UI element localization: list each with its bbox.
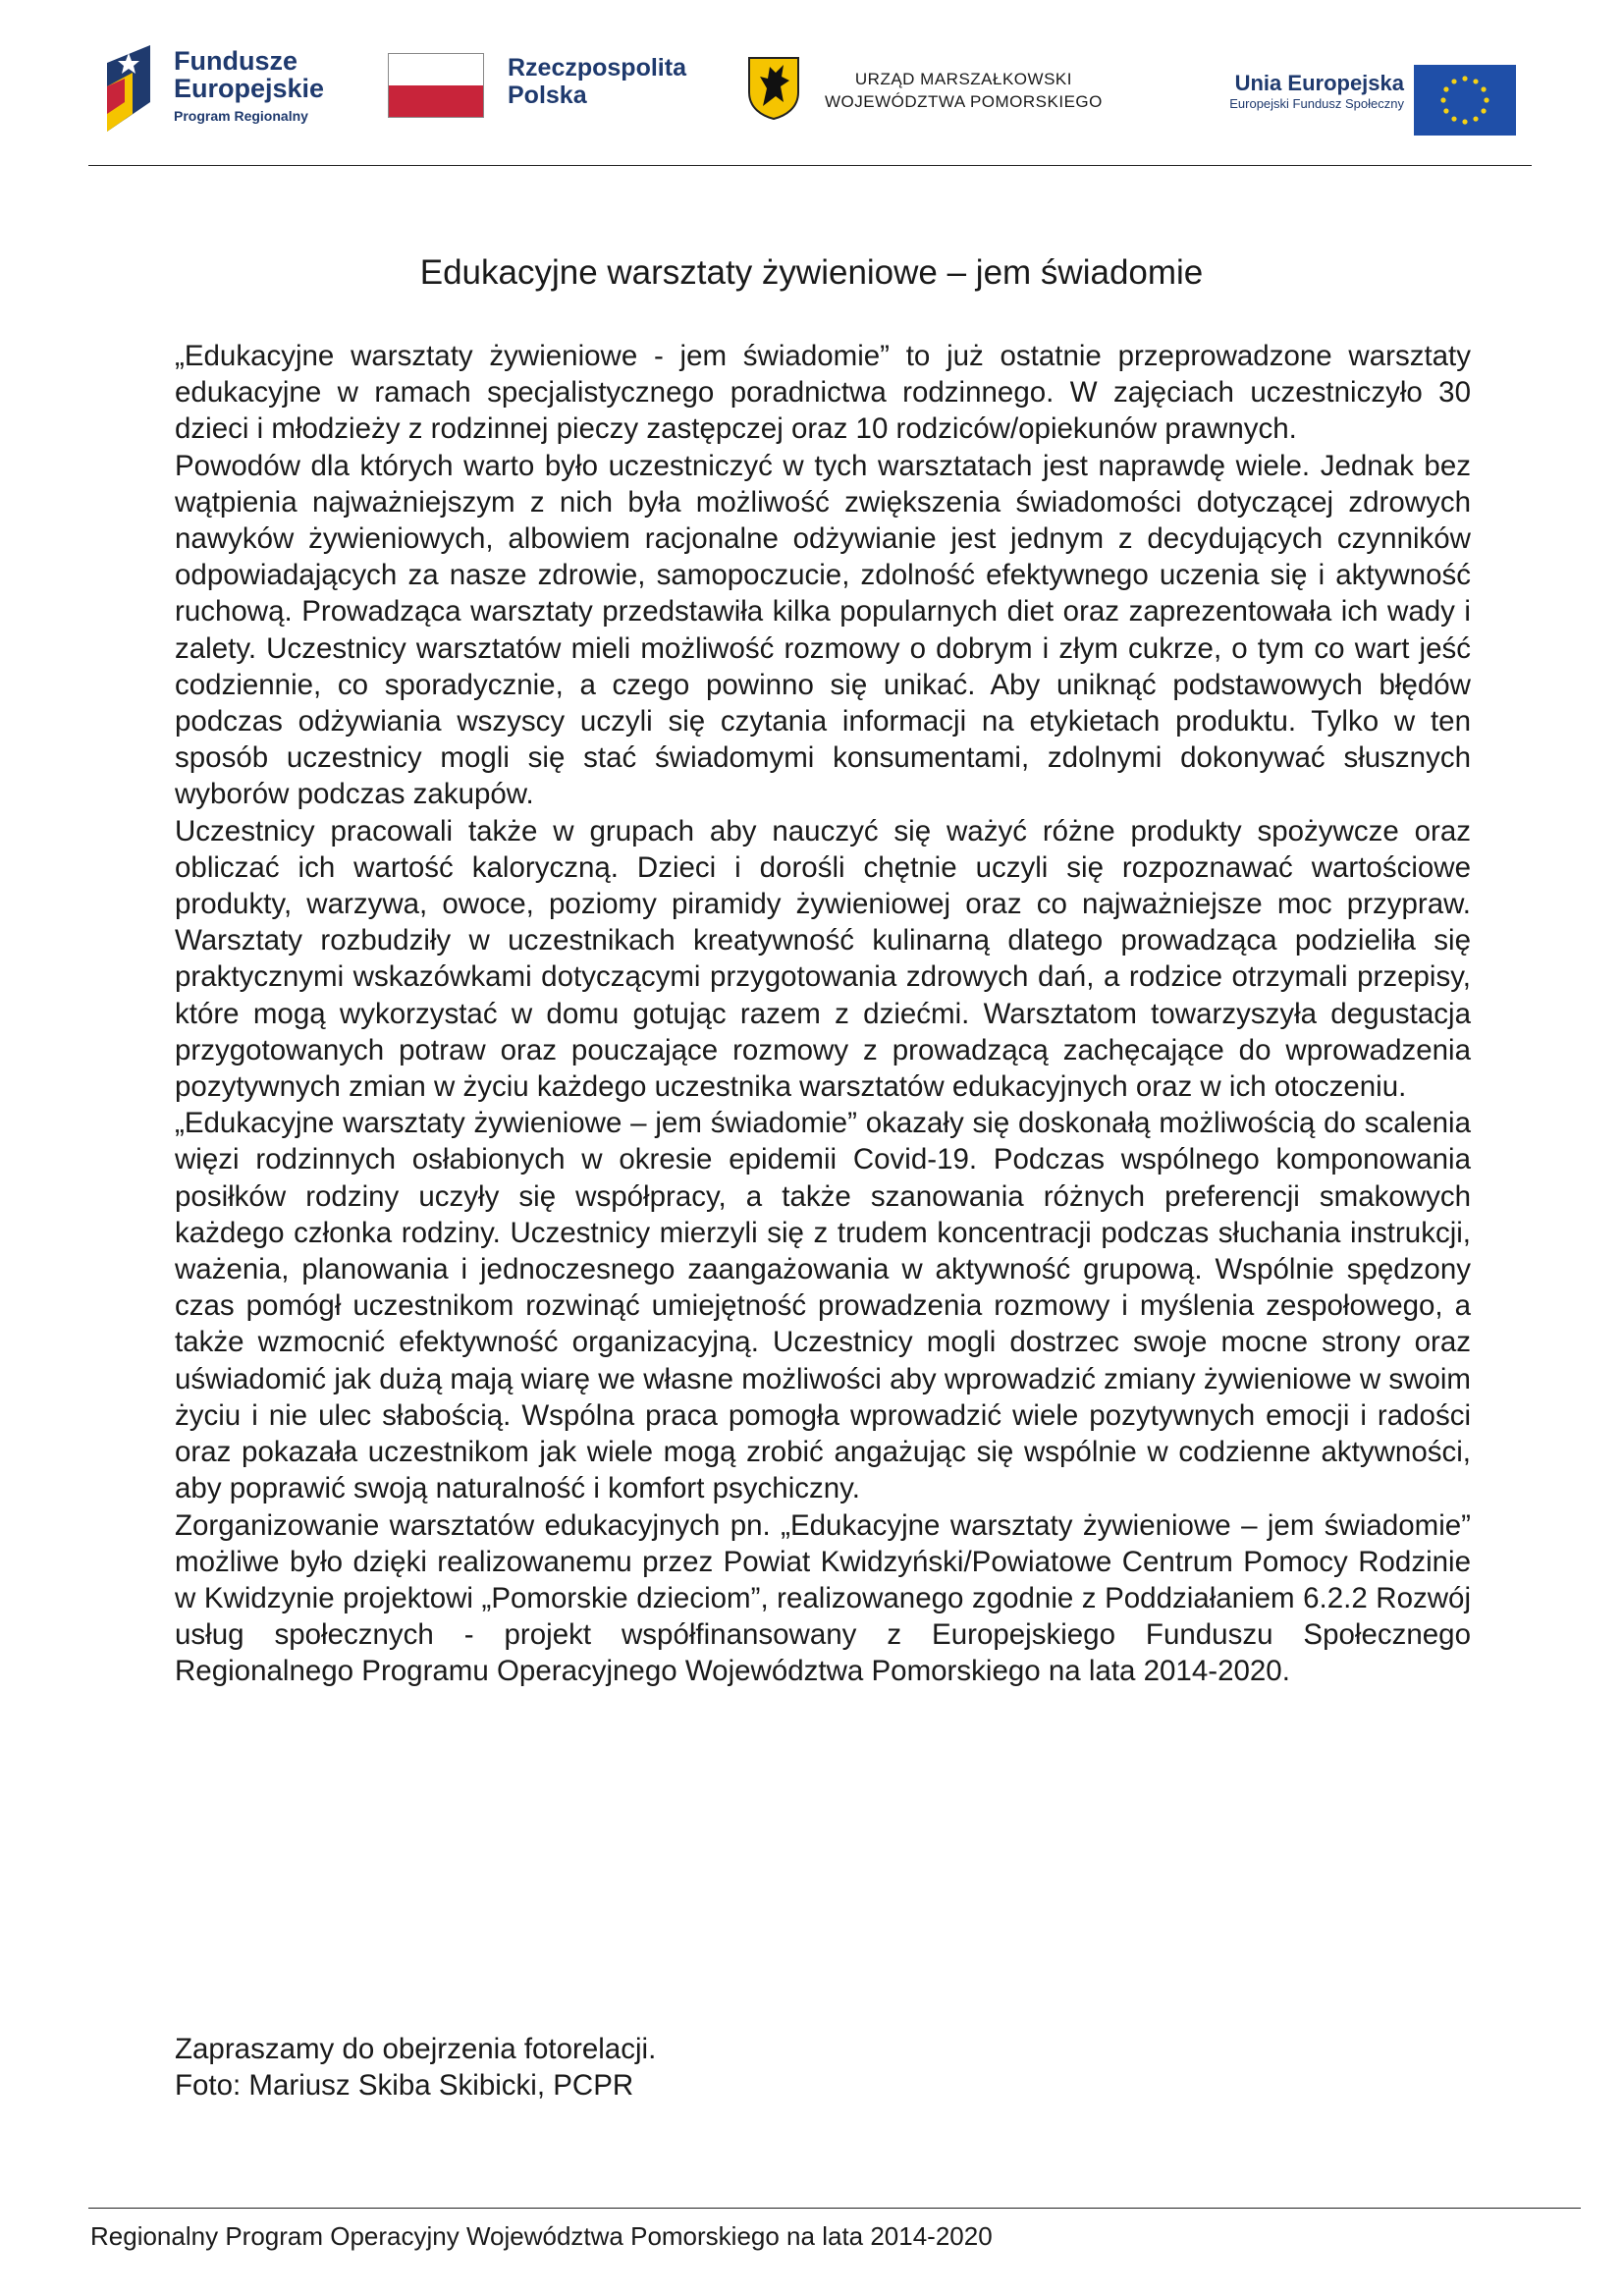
eu-star-icon <box>1440 97 1445 102</box>
ue-line2: Europejski Fundusz Społeczny <box>1229 96 1404 112</box>
ue-line1: Unia Europejska <box>1234 71 1404 95</box>
rp-line1: Rzeczpospolita <box>508 54 686 82</box>
footer-divider <box>88 2208 1581 2209</box>
fundusze-line3: Program Regionalny <box>174 107 308 124</box>
fundusze-line2: Europejskie <box>174 74 325 104</box>
fundusze-line1: Fundusze <box>174 46 298 76</box>
polish-flag-icon <box>388 53 484 118</box>
urzad-line2: WOJEWÓDZTWA POMORSKIEGO <box>825 91 1103 111</box>
urzad-line1: URZĄD MARSZAŁKOWSKI <box>854 70 1072 88</box>
paragraph-2: Powodów dla których warto było uczestniczyć w tych warsztatach jest naprawdę wiele. Jednak bez wątpienia najważniejszym z nich była możliwość zwiększenia świadomości dotyczącej zdrowych nawyków żywieniowych, albowiem racjonalne odżywianie jest jednym z decydujących czynników odpowiadających za nasze zdrowie, samopoczucie, zdolność efektywnego uczenia się i aktywność ruchową. Prowadząca warsztaty przedstawiła kilka popularnych diet oraz zaprezentowała ich wady i zalety. Uczestnicy warsztatów mieli możliwość rozmowy o dobrym i złym cukrze, o tym co wart jeść codziennie, co sporadycznie, a czego powinno się unikać. Aby uniknąć podstawowych błędów podczas odżywiania wszyscy uczyli się czytania informacji na etykietach produktu. Tylko w ten sposób uczestnicy mogli się stać świadomymi konsumentami, zdolnymi dokonywać słusznych wyborów podczas zakupów. <box>175 449 1471 811</box>
griffin-icon <box>746 55 801 120</box>
eu-star-icon <box>1451 79 1456 83</box>
article-body <box>175 338 1471 1690</box>
closing-section <box>175 2031 1471 2104</box>
eu-star-icon <box>1451 116 1456 121</box>
invite-text: Zapraszamy do obejrzenia fotorelacji. <box>175 2033 657 2065</box>
page-title: Edukacyjne warsztaty żywieniowe – jem świadomie <box>419 253 1204 292</box>
eu-flag-icon <box>1414 65 1516 136</box>
paragraph-1: „Edukacyjne warsztaty żywieniowe - jem świadomie” to już ostatnie przeprowadzone warsztaty edukacyjne w ramach specjalistycznego poradnictwa rodzinnego. W zajęciach uczestniczyło 30 dzieci i młodzieży z rodzinnej pieczy zastępczej oraz 10 rodziców/opiekunów prawnych. <box>175 340 1471 446</box>
unia-europejska-logo <box>1178 43 1517 141</box>
eu-star-icon <box>1481 86 1486 91</box>
eu-star-icon <box>1443 86 1448 91</box>
paragraph-3: Uczestnicy pracowali także w grupach aby nauczyć się ważyć różne produkty spożywcze oraz obliczać ich wartość kaloryczną. Dzieci i dorośli chętnie uczyli się rozpoznawać wartościowe produkty, warzywa, owoce, poziomy piramidy żywieniowej oraz co najważniejsze moc przypraw. Warsztaty rozbudziły w uczestnikach kreatywność kulinarną dlatego prowadząca podzieliła się praktycznymi wskazówkami dotyczącymi przygotowania zdrowych dań, a rodzice otrzymali przepisy, które mogą wykorzystać w domu gotując razem z dziećmi. Warsztatom towarzyszyła degustacja przygotowanych potraw oraz pouczające rozmowy z prowadzącą zachęcające do wprowadzenia pozytywnych zmian w życiu każdego uczestnika warsztatów edukacyjnych oraz w ich otoczeniu. <box>175 814 1471 1104</box>
eu-star-icon <box>1481 108 1486 113</box>
eu-star-icon <box>1473 116 1478 121</box>
fundusze-europejskie-logo <box>103 43 358 141</box>
fundusze-europejskie-emblem-icon <box>103 43 154 134</box>
footer-text: Regionalny Program Operacyjny Województwa Pomorskiego na lata 2014-2020 <box>90 2221 993 2251</box>
header-divider <box>88 165 1532 166</box>
eu-star-icon <box>1484 97 1488 102</box>
eu-star-icon <box>1443 108 1448 113</box>
logo-header <box>103 43 1517 141</box>
eu-star-icon <box>1462 119 1467 124</box>
photo-credit: Foto: Mariusz Skiba Skibicki, PCPR <box>175 2069 634 2102</box>
rzeczpospolita-polska-logo <box>388 43 712 141</box>
paragraph-5: Zorganizowanie warsztatów edukacyjnych pn. „Edukacyjne warsztaty żywieniowe – jem świadomie” możliwe było dzięki realizowanemu przez Powiat Kwidzyński/Powiatowe Centrum Pomocy Rodzinie w Kwidzynie projektowi „Pomorskie dzieciom”, realizowanego zgodnie z Poddziałaniem 6.2.2 Rozwój usług społecznych - projekt współfinansowany z Europejskiego Funduszu Społecznego Regionalnego Programu Operacyjnego Województwa Pomorskiego na lata 2014-2020. <box>175 1508 1471 1688</box>
paragraph-4: „Edukacyjne warsztaty żywieniowe – jem świadomie” okazały się doskonałą możliwością do scalenia więzi rodzinnych osłabionych w okresie epidemii Covid-19. Podczas wspólnego komponowania posiłków rodziny uczyły się współpracy, a także szanowania różnych preferencji smakowych każdego członka rodziny. Uczestnicy mierzyli się z trudem koncentracji podczas słuchania instrukcji, ważenia, planowania i jednoczesnego zaangażowania w aktywność grupową. Wspólnie spędzony czas pomógł uczestnikom rozwinąć umiejętność prowadzenia rozmowy i myślenia zespołowego, a także wzmocnić efektywność organizacyjną. Uczestnicy mogli dostrzec swoje mocne strony oraz uświadomić jak dużą mają wiarę we własne możliwości aby wprowadzić zmiany żywieniowe w swoim życiu i nie ulec słabością. Wspólna praca pomogła wprowadzić wiele pozytywnych emocji i radości oraz pokazała uczestnikom jak wiele mogą zrobić angażując się wspólnie w codzienne aktywności, aby poprawić swoją naturalność i komfort psychiczny. <box>175 1107 1471 1505</box>
rp-line2: Polska <box>508 81 587 109</box>
urzad-marszalkowski-logo <box>746 43 1159 141</box>
eu-star-icon <box>1462 76 1467 81</box>
eu-star-icon <box>1473 79 1478 83</box>
